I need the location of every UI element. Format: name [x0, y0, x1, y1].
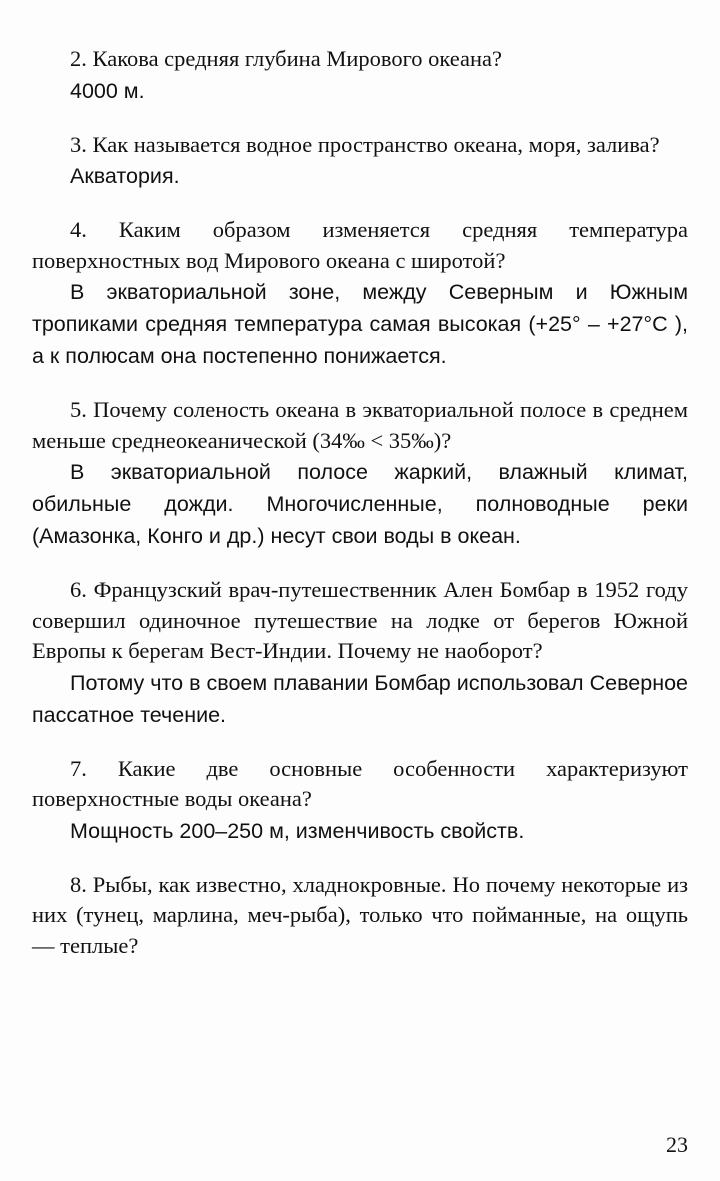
- qa-block-3: [32, 130, 688, 193]
- answer-3: Акватория.: [70, 164, 180, 188]
- qa-block-2: [32, 44, 688, 107]
- page-content: [32, 44, 688, 984]
- answer-2: 4000 м.: [70, 78, 145, 103]
- answer-7: Мощность 200–250 м, изменчивость свойств.: [70, 818, 525, 843]
- page-number: 23: [666, 1132, 688, 1157]
- answer-6: Потому что в своем плавании Бомбар использовал Северное пассатное течение.: [32, 670, 688, 727]
- question-5: 5. Почему соленость океана в экваториальной полосе в среднем меньше среднеокеанической (34‰ < 35‰)?: [32, 397, 688, 453]
- question-2: 2. Какова средняя глубина Мирового океана?: [70, 46, 503, 71]
- qa-block-5: [32, 395, 688, 552]
- qa-block-8: [32, 870, 688, 962]
- question-6: 6. Французский врач-путешественник Ален Бомбар в 1952 году совершил одиночное путешествие на лодке от берегов Южной Европы к берегам Вест-Индии. Почему не наоборот?: [32, 577, 688, 663]
- answer-4: В экваториальной зоне, между Северным и Южным тропиками средняя температура самая высокая (+25° – +27°С ), а к полюсам она постепенно понижается.: [32, 280, 688, 368]
- qa-block-6: [32, 575, 688, 731]
- question-8: 8. Рыбы, как известно, хладнокровные. Но почему некоторые из них (тунец, марлина, меч-рыба), только что пойманные, на ощупь — теплые?: [32, 871, 688, 958]
- question-3: 3. Как называется водное пространство океана, моря, залива?: [70, 131, 660, 157]
- qa-block-7: [32, 754, 688, 847]
- answer-5: В экваториальной полосе жаркий, влажный климат, обильные дожди. Многочисленные, полноводные реки (Амазонка, Конго и др.) несут свои воды в океан.: [32, 460, 688, 548]
- qa-block-4: [32, 215, 688, 372]
- question-4: 4. Каким образом изменяется средняя температура поверхностных вод Мирового океана с широтой?: [32, 217, 688, 273]
- question-7: 7. Какие две основные особенности характеризуют поверхностные воды океана?: [32, 755, 688, 811]
